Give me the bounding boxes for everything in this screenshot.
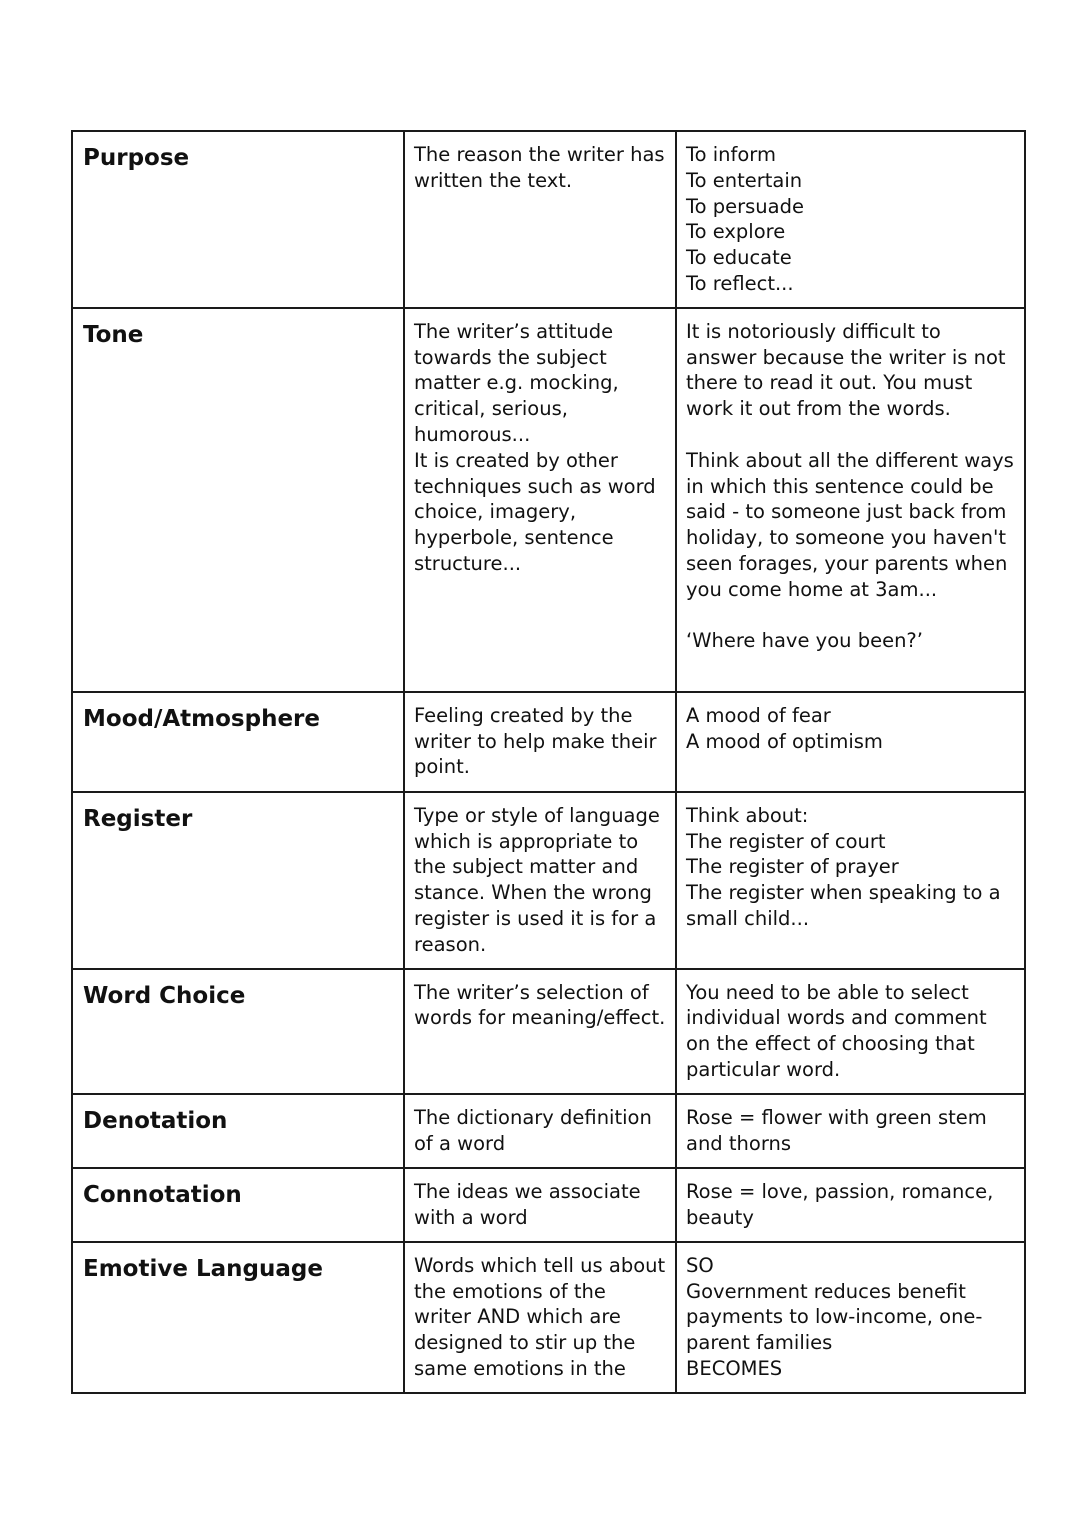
term-cell: Register — [72, 792, 404, 969]
definition-cell: The reason the writer has written the text. — [404, 131, 676, 308]
term-cell: Emotive Language — [72, 1242, 404, 1393]
table-row-purpose — [72, 131, 1025, 308]
definition-cell: Words which tell us about the emotions of the writer AND which are designed to stir up the same emotions in the — [404, 1242, 676, 1393]
example-cell: Rose = love, passion, romance, beauty — [676, 1168, 1025, 1242]
term-cell: Word Choice — [72, 969, 404, 1094]
table-row-emotive-language — [72, 1242, 1025, 1393]
term-cell: Tone — [72, 308, 404, 692]
glossary-table — [71, 130, 1026, 1394]
example-cell: Rose = flower with green stem and thorns — [676, 1094, 1025, 1168]
definition-cell: Type or style of language which is appropriate to the subject matter and stance. When the wrong register is used it is for a reason. — [404, 792, 676, 969]
definition-cell: Feeling created by the writer to help make their point. — [404, 692, 676, 792]
example-cell: SO Government reduces benefit payments to low-income, one-parent families BECOMES — [676, 1242, 1025, 1393]
term-cell: Denotation — [72, 1094, 404, 1168]
table-row-word-choice — [72, 969, 1025, 1094]
table-row-mood-atmosphere — [72, 692, 1025, 792]
term-cell: Purpose — [72, 131, 404, 308]
definition-cell: The writer’s selection of words for meaning/effect. — [404, 969, 676, 1094]
table-row-register — [72, 792, 1025, 969]
table-row-denotation — [72, 1094, 1025, 1168]
term-cell: Connotation — [72, 1168, 404, 1242]
definition-cell: The writer’s attitude towards the subject matter e.g. mocking, critical, serious, humorous... It is created by other techniques such as word choice, imagery, hyperbole, sentence structure... — [404, 308, 676, 692]
table-row-connotation — [72, 1168, 1025, 1242]
definition-cell: The ideas we associate with a word — [404, 1168, 676, 1242]
definition-cell: The dictionary definition of a word — [404, 1094, 676, 1168]
example-cell: To inform To entertain To persuade To explore To educate To reflect... — [676, 131, 1025, 308]
example-cell: You need to be able to select individual words and comment on the effect of choosing that particular word. — [676, 969, 1025, 1094]
example-cell: Think about: The register of court The register of prayer The register when speaking to a small child... — [676, 792, 1025, 969]
term-cell: Mood/Atmosphere — [72, 692, 404, 792]
example-cell: A mood of fear A mood of optimism — [676, 692, 1025, 792]
example-cell: It is notoriously difficult to answer because the writer is not there to read it out. You must work it out from the words. Think about all the different ways in which this sentence could be said - to someone just back from holiday, to someone you haven't seen forages, your parents when you come home at 3am... ‘Where have you been?’ — [676, 308, 1025, 692]
table-row-tone — [72, 308, 1025, 692]
